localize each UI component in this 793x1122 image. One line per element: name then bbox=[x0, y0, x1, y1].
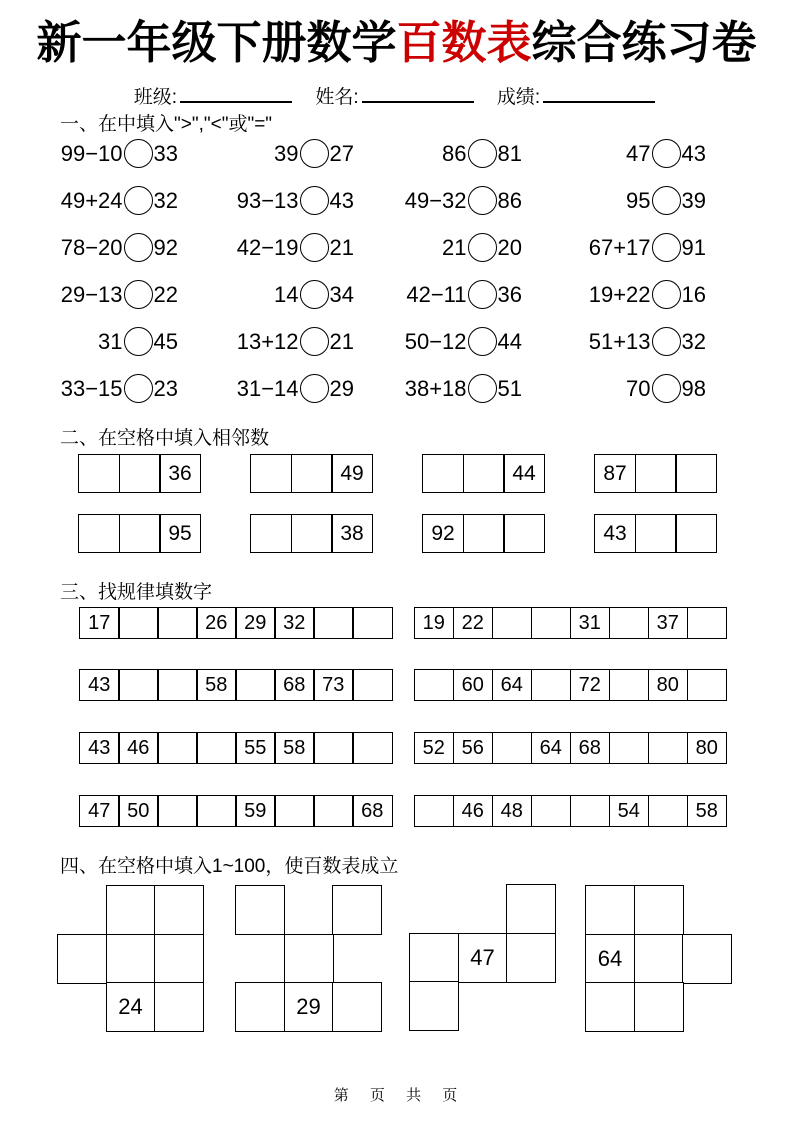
number-cell: 43 bbox=[594, 514, 636, 553]
right-number: 20 bbox=[497, 234, 522, 260]
left-expression: 13+12 bbox=[236, 328, 299, 354]
left-expression: 47 bbox=[626, 140, 651, 166]
right-number: 86 bbox=[497, 187, 522, 213]
right-number: 39 bbox=[681, 187, 706, 213]
chart-cell[interactable] bbox=[634, 982, 684, 1032]
number-cell[interactable] bbox=[119, 454, 161, 493]
answer-circle[interactable] bbox=[652, 186, 681, 215]
number-cell[interactable] bbox=[291, 454, 333, 493]
adjacent-number-box bbox=[78, 514, 201, 553]
pattern-cell: 46 bbox=[118, 732, 159, 764]
score-label: 成绩: bbox=[496, 87, 541, 108]
number-cell[interactable] bbox=[463, 454, 505, 493]
left-expression: 93−13 bbox=[236, 187, 299, 213]
answer-circle[interactable] bbox=[124, 139, 153, 168]
number-cell: 92 bbox=[422, 514, 464, 553]
right-number: 98 bbox=[681, 375, 706, 401]
chart-cell[interactable] bbox=[332, 982, 382, 1032]
pattern-cell: 48 bbox=[492, 795, 533, 827]
pattern-cell: 31 bbox=[570, 607, 611, 639]
pattern-strip bbox=[414, 732, 728, 764]
left-expression: 51+13 bbox=[588, 328, 651, 354]
comparison-problem bbox=[237, 374, 354, 403]
answer-circle[interactable] bbox=[468, 233, 497, 262]
hundred-chart-shape bbox=[409, 884, 559, 1034]
answer-circle[interactable] bbox=[468, 186, 497, 215]
chart-cell: 24 bbox=[106, 982, 156, 1032]
pattern-row bbox=[79, 795, 727, 827]
answer-circle[interactable] bbox=[468, 139, 497, 168]
adjacent-number-box bbox=[422, 514, 545, 553]
chart-cell[interactable] bbox=[106, 885, 156, 935]
comparison-problem bbox=[61, 374, 178, 403]
comparison-problem bbox=[405, 374, 522, 403]
answer-circle[interactable] bbox=[124, 233, 153, 262]
score-blank[interactable] bbox=[543, 84, 655, 103]
chart-cell[interactable] bbox=[106, 934, 156, 984]
right-number: 45 bbox=[153, 328, 178, 354]
pattern-cell: 32 bbox=[274, 607, 315, 639]
left-expression: 67+17 bbox=[588, 234, 651, 260]
pattern-cell[interactable] bbox=[414, 669, 455, 701]
pattern-row bbox=[79, 669, 727, 701]
left-expression: 86 bbox=[442, 140, 467, 166]
right-number: 33 bbox=[153, 140, 178, 166]
adjacent-number-box bbox=[594, 514, 717, 553]
pattern-cell: 59 bbox=[235, 795, 276, 827]
answer-circle[interactable] bbox=[468, 327, 497, 356]
pattern-cell[interactable] bbox=[352, 669, 393, 701]
pattern-cell[interactable] bbox=[118, 607, 159, 639]
number-cell[interactable] bbox=[422, 454, 464, 493]
class-blank[interactable] bbox=[180, 84, 292, 103]
pattern-cell[interactable] bbox=[118, 669, 159, 701]
section2-heading: 二、在空格中填入相邻数 bbox=[60, 428, 270, 449]
answer-circle[interactable] bbox=[300, 374, 329, 403]
number-cell[interactable] bbox=[635, 454, 677, 493]
number-cell[interactable] bbox=[250, 514, 292, 553]
right-number: 43 bbox=[329, 187, 354, 213]
name-label: 姓名: bbox=[315, 87, 359, 108]
pattern-cell: 29 bbox=[235, 607, 276, 639]
section1-heading: 一、在中填入">","<"或"=" bbox=[60, 114, 273, 135]
chart-cell[interactable] bbox=[235, 982, 285, 1032]
pattern-cell: 55 bbox=[235, 732, 276, 764]
pattern-cell[interactable] bbox=[531, 795, 572, 827]
class-label: 班级: bbox=[133, 87, 178, 108]
number-cell[interactable] bbox=[78, 454, 120, 493]
pattern-cell: 43 bbox=[79, 732, 120, 764]
chart-cell: 47 bbox=[458, 933, 508, 983]
hundred-chart-shape bbox=[57, 885, 207, 1035]
pattern-cell: 52 bbox=[414, 732, 455, 764]
pattern-cell: 37 bbox=[648, 607, 689, 639]
comparison-problem bbox=[274, 280, 354, 309]
left-expression: 49+24 bbox=[60, 187, 123, 213]
left-expression: 29−13 bbox=[60, 281, 123, 307]
answer-circle[interactable] bbox=[300, 280, 329, 309]
pattern-row bbox=[79, 732, 727, 764]
right-number: 22 bbox=[153, 281, 178, 307]
adjacent-numbers-row bbox=[78, 454, 717, 493]
comparison-problem bbox=[626, 139, 706, 168]
adjacent-number-box bbox=[594, 454, 717, 493]
chart-cell[interactable] bbox=[585, 982, 635, 1032]
chart-cell[interactable] bbox=[57, 934, 107, 984]
number-cell[interactable] bbox=[291, 514, 333, 553]
comparison-problem bbox=[589, 233, 706, 262]
answer-circle[interactable] bbox=[652, 233, 681, 262]
chart-cell[interactable] bbox=[154, 934, 204, 984]
number-cell: 87 bbox=[594, 454, 636, 493]
left-expression: 70 bbox=[626, 375, 651, 401]
pattern-cell[interactable] bbox=[648, 795, 689, 827]
right-number: 36 bbox=[497, 281, 522, 307]
name-blank[interactable] bbox=[362, 84, 474, 103]
number-cell[interactable] bbox=[503, 514, 545, 553]
pattern-cell: 64 bbox=[531, 732, 572, 764]
left-expression: 21 bbox=[442, 234, 467, 260]
pattern-cell: 68 bbox=[570, 732, 611, 764]
left-expression: 19+22 bbox=[588, 281, 651, 307]
pattern-cell: 58 bbox=[196, 669, 237, 701]
answer-circle[interactable] bbox=[468, 280, 497, 309]
title-suffix: 综合练习卷 bbox=[531, 17, 757, 68]
pattern-cell[interactable] bbox=[196, 732, 237, 764]
pattern-cell: 56 bbox=[453, 732, 494, 764]
number-cell[interactable] bbox=[675, 514, 717, 553]
chart-cell[interactable] bbox=[154, 982, 204, 1032]
left-expression: 39 bbox=[274, 140, 299, 166]
pattern-cell[interactable] bbox=[492, 732, 533, 764]
left-expression: 50−12 bbox=[404, 328, 467, 354]
pattern-cell[interactable] bbox=[313, 795, 354, 827]
pattern-strip bbox=[79, 732, 393, 764]
comparison-problem bbox=[237, 233, 354, 262]
answer-circle[interactable] bbox=[468, 374, 497, 403]
pattern-cell[interactable] bbox=[648, 732, 689, 764]
chart-cell[interactable] bbox=[284, 934, 334, 984]
right-number: 43 bbox=[681, 140, 706, 166]
right-number: 32 bbox=[681, 328, 706, 354]
comparison-problem bbox=[626, 186, 706, 215]
right-number: 21 bbox=[329, 234, 354, 260]
right-number: 16 bbox=[681, 281, 706, 307]
right-number: 29 bbox=[329, 375, 354, 401]
hundred-chart-shape bbox=[585, 885, 735, 1035]
comparison-problem bbox=[237, 186, 354, 215]
pattern-cell: 46 bbox=[453, 795, 494, 827]
pattern-cell: 80 bbox=[687, 732, 728, 764]
pattern-cell: 58 bbox=[687, 795, 728, 827]
pattern-cell[interactable] bbox=[313, 607, 354, 639]
number-cell[interactable] bbox=[119, 514, 161, 553]
pattern-cell[interactable] bbox=[157, 795, 198, 827]
chart-cell[interactable] bbox=[506, 933, 556, 983]
answer-circle[interactable] bbox=[124, 327, 153, 356]
pattern-cell[interactable] bbox=[157, 607, 198, 639]
pattern-strip bbox=[79, 607, 393, 639]
chart-cell[interactable] bbox=[409, 933, 459, 983]
chart-cell[interactable] bbox=[154, 885, 204, 935]
pattern-strip bbox=[414, 795, 728, 827]
adjacent-numbers-row bbox=[78, 514, 717, 553]
chart-cell[interactable] bbox=[585, 885, 635, 935]
comparison-problem bbox=[98, 327, 178, 356]
pattern-cell[interactable] bbox=[157, 732, 198, 764]
pattern-cell[interactable] bbox=[570, 795, 611, 827]
section4-heading: 四、在空格中填入1~100，使百数表成立 bbox=[60, 856, 399, 877]
pattern-cell: 60 bbox=[453, 669, 494, 701]
title-prefix: 新一年级下册数学 bbox=[36, 17, 397, 68]
comparison-problem bbox=[442, 139, 522, 168]
right-number: 44 bbox=[497, 328, 522, 354]
pattern-cell: 50 bbox=[118, 795, 159, 827]
pattern-strip bbox=[79, 795, 393, 827]
pattern-cell: 68 bbox=[352, 795, 393, 827]
pattern-cell: 43 bbox=[79, 669, 120, 701]
pattern-cell: 64 bbox=[492, 669, 533, 701]
pattern-strip bbox=[414, 669, 728, 701]
title-highlight: 百数表 bbox=[396, 17, 532, 68]
answer-circle[interactable] bbox=[652, 327, 681, 356]
comparison-grid bbox=[60, 130, 706, 412]
pattern-cell[interactable] bbox=[196, 795, 237, 827]
pattern-strip bbox=[79, 669, 393, 701]
pattern-cell[interactable] bbox=[687, 669, 728, 701]
pattern-cell[interactable] bbox=[687, 607, 728, 639]
right-number: 32 bbox=[153, 187, 178, 213]
left-expression: 99−10 bbox=[60, 140, 123, 166]
number-cell: 38 bbox=[331, 514, 373, 553]
number-cell[interactable] bbox=[250, 454, 292, 493]
adjacent-number-box bbox=[422, 454, 545, 493]
chart-cell[interactable] bbox=[332, 885, 382, 935]
pattern-cell[interactable] bbox=[609, 607, 650, 639]
comparison-problem bbox=[237, 327, 354, 356]
right-number: 23 bbox=[153, 375, 178, 401]
comparison-problem bbox=[442, 233, 522, 262]
chart-cell[interactable] bbox=[682, 934, 732, 984]
answer-circle[interactable] bbox=[124, 186, 153, 215]
number-cell[interactable] bbox=[78, 514, 120, 553]
comparison-problem bbox=[61, 139, 178, 168]
pattern-cell: 47 bbox=[79, 795, 120, 827]
comparison-problem bbox=[405, 327, 522, 356]
left-expression: 42−11 bbox=[406, 281, 467, 307]
left-expression: 38+18 bbox=[404, 375, 467, 401]
student-info-row bbox=[0, 82, 793, 109]
pattern-cell[interactable] bbox=[531, 669, 572, 701]
answer-circle[interactable] bbox=[124, 374, 153, 403]
pattern-cell[interactable] bbox=[157, 669, 198, 701]
comparison-problem bbox=[405, 186, 522, 215]
pattern-cell[interactable] bbox=[414, 795, 455, 827]
pattern-cell: 22 bbox=[453, 607, 494, 639]
pattern-cell: 54 bbox=[609, 795, 650, 827]
number-cell[interactable] bbox=[635, 514, 677, 553]
right-number: 27 bbox=[329, 140, 354, 166]
pattern-cell: 17 bbox=[79, 607, 120, 639]
left-expression: 49−32 bbox=[404, 187, 467, 213]
comparison-problem bbox=[589, 280, 706, 309]
comparison-problem bbox=[61, 186, 178, 215]
right-number: 51 bbox=[497, 375, 522, 401]
right-number: 81 bbox=[497, 140, 522, 166]
right-number: 21 bbox=[329, 328, 354, 354]
number-cell: 95 bbox=[159, 514, 201, 553]
pattern-cell[interactable] bbox=[609, 732, 650, 764]
pattern-strip bbox=[414, 607, 728, 639]
left-expression: 42−19 bbox=[236, 234, 299, 260]
comparison-problem bbox=[589, 327, 706, 356]
answer-circle[interactable] bbox=[652, 280, 681, 309]
adjacent-number-box bbox=[250, 454, 373, 493]
chart-cell[interactable] bbox=[235, 885, 285, 935]
comparison-problem bbox=[61, 233, 178, 262]
left-expression: 95 bbox=[626, 187, 651, 213]
pattern-cell: 19 bbox=[414, 607, 455, 639]
chart-cell[interactable] bbox=[506, 884, 556, 934]
pattern-cell[interactable] bbox=[492, 607, 533, 639]
number-cell: 49 bbox=[331, 454, 373, 493]
pattern-cell: 26 bbox=[196, 607, 237, 639]
pattern-cell[interactable] bbox=[352, 732, 393, 764]
answer-circle[interactable] bbox=[652, 139, 681, 168]
answer-circle[interactable] bbox=[124, 280, 153, 309]
right-number: 34 bbox=[329, 281, 354, 307]
left-expression: 14 bbox=[274, 281, 299, 307]
left-expression: 33−15 bbox=[60, 375, 123, 401]
left-expression: 78−20 bbox=[60, 234, 123, 260]
comparison-problem bbox=[626, 374, 706, 403]
number-cell[interactable] bbox=[675, 454, 717, 493]
pattern-cell[interactable] bbox=[313, 732, 354, 764]
hundred-chart-shape bbox=[235, 885, 385, 1035]
left-expression: 31−14 bbox=[236, 375, 299, 401]
pattern-cell: 72 bbox=[570, 669, 611, 701]
left-expression: 31 bbox=[98, 328, 123, 354]
answer-circle[interactable] bbox=[300, 139, 329, 168]
right-number: 92 bbox=[153, 234, 178, 260]
answer-circle[interactable] bbox=[300, 233, 329, 262]
comparison-problem bbox=[406, 280, 522, 309]
pattern-cell[interactable] bbox=[235, 669, 276, 701]
chart-cell[interactable] bbox=[409, 981, 459, 1031]
number-cell: 36 bbox=[159, 454, 201, 493]
adjacent-number-box bbox=[78, 454, 201, 493]
right-number: 91 bbox=[681, 234, 706, 260]
pattern-cell[interactable] bbox=[609, 669, 650, 701]
pattern-cell[interactable] bbox=[531, 607, 572, 639]
pattern-cell[interactable] bbox=[352, 607, 393, 639]
answer-circle[interactable] bbox=[652, 374, 681, 403]
page-title bbox=[0, 6, 793, 71]
pattern-row bbox=[79, 607, 727, 639]
chart-cell[interactable] bbox=[634, 885, 684, 935]
pattern-cell: 80 bbox=[648, 669, 689, 701]
chart-cell[interactable] bbox=[634, 934, 684, 984]
chart-cell: 29 bbox=[284, 982, 334, 1032]
pattern-cell[interactable] bbox=[274, 795, 315, 827]
chart-cell: 64 bbox=[585, 934, 635, 984]
comparison-problem bbox=[61, 280, 178, 309]
number-cell: 44 bbox=[503, 454, 545, 493]
answer-circle[interactable] bbox=[300, 186, 329, 215]
pattern-cell: 73 bbox=[313, 669, 354, 701]
comparison-problem bbox=[274, 139, 354, 168]
number-cell[interactable] bbox=[463, 514, 505, 553]
section3-heading: 三、找规律填数字 bbox=[60, 582, 213, 603]
answer-circle[interactable] bbox=[300, 327, 329, 356]
pattern-cell: 68 bbox=[274, 669, 315, 701]
adjacent-number-box bbox=[250, 514, 373, 553]
page-footer: 第 页 共 页 bbox=[333, 1087, 460, 1104]
pattern-cell: 58 bbox=[274, 732, 315, 764]
